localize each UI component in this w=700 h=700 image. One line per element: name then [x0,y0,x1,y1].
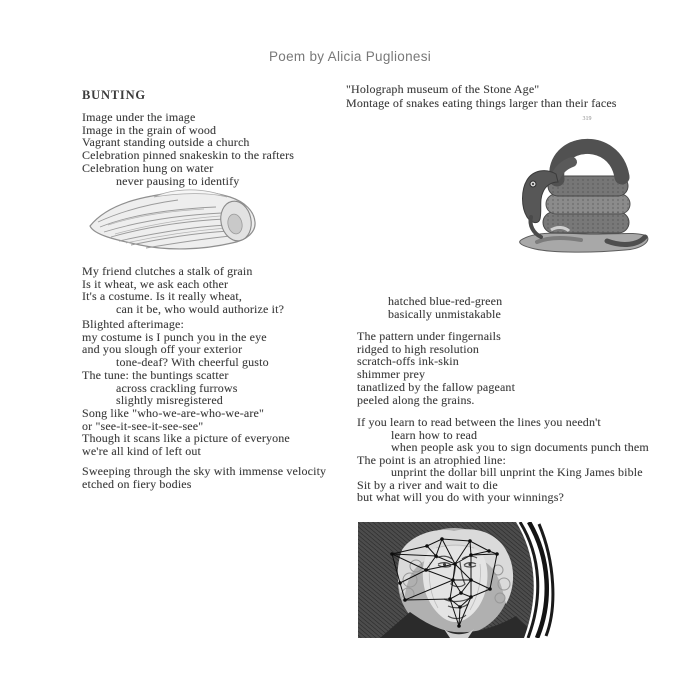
stanza-left-1 [82,111,294,187]
poem-line: peeled along the grains. [357,392,475,407]
driftwood-drawing [84,184,272,260]
poem-line: but what will you do with your winnings? [357,490,564,504]
poem-line: If you learn to read between the lines you needn't [357,415,601,429]
stanza-right-2 [357,330,515,406]
poem-line: basically unmistakable [388,307,501,322]
poem-line: and you slough off your exterior [82,342,243,357]
poem-line: My friend clutches a stalk of grain [82,264,253,278]
poem-line: Celebration pinned snakeskin to the rafters [82,148,295,163]
byline: Poem by Alicia Puglionesi [268,49,432,64]
epigraph [346,83,617,110]
stanza-right-3 [357,416,649,504]
poem-line: we're all kind of left out [82,443,202,458]
poem-line: Image in the grain of wood [82,122,217,137]
washington-portrait-with-face-mesh [358,522,556,638]
poem-line: Blighted afterimage: [82,317,184,331]
poem-line: Is it wheat, we ask each other [82,276,229,291]
poem-line: can it be, who would authorize it? [116,302,285,317]
poem-line: etched on fiery bodies [82,476,192,491]
poem-line: It's a costume. Is it really wheat, [82,289,243,304]
stanza-left-2 [82,265,284,316]
poem-line: "Holograph museum of the Stone Age" [346,82,540,96]
poem-line: unprint the dollar bill unprint the King James bible [391,465,643,479]
poem-line: Montage of snakes eating things larger than their faces [346,95,617,110]
poem-line: The point is an atrophied line: [357,452,506,467]
poem-line: tanatlized by the fallow pageant [357,379,516,394]
poem-line: The tune: the buntings scatter [82,367,229,382]
poem-line: tone-deaf? With cheerful gusto [116,355,269,370]
poem-line: The pattern under fingernails [357,329,501,343]
poem-line: Celebration hung on water [82,160,214,175]
poem-title: BUNTING [82,88,146,102]
stanza-left-3 [82,318,269,432]
stanza-left-5 [82,465,326,490]
poem-line: Though it scans like a picture of everyone [82,431,290,445]
poem-line: Image under the image [82,110,196,124]
poem-line: Sit by a river and wait to die [357,477,498,492]
stanza-right-1 [388,295,502,321]
driftwood-illustration [84,184,272,260]
poem-line: hatched blue-red-green [388,294,503,308]
poem-line: my costume is I punch you in the eye [82,329,267,344]
snake-engraving [511,110,659,258]
poem-line: or "see-it-see-it-see-see" [82,418,204,433]
dollar-bill-face-illustration [358,522,556,638]
poem-line: never pausing to identify [116,173,240,188]
poem-line: across crackling furrows [116,380,238,395]
stanza-left-4 [82,432,290,457]
poem-line: slightly misregistered [116,393,223,408]
poem-line: learn how to read [391,427,478,442]
poem-line: shimmer prey [357,367,426,382]
figure-number: 319 [582,116,592,122]
poem-line: when people ask you to sign documents punch them [391,440,649,454]
poem-line: scratch-offs ink-skin [357,354,459,369]
poem-line: ridged to high resolution [357,341,480,356]
snake-figurine-illustration [511,110,659,258]
poem-line: Sweeping through the sky with immense velocity [82,464,327,478]
poem-line: Song like "who-we-are-who-we-are" [82,405,265,420]
poem-line: Vagrant standing outside a church [82,135,250,150]
